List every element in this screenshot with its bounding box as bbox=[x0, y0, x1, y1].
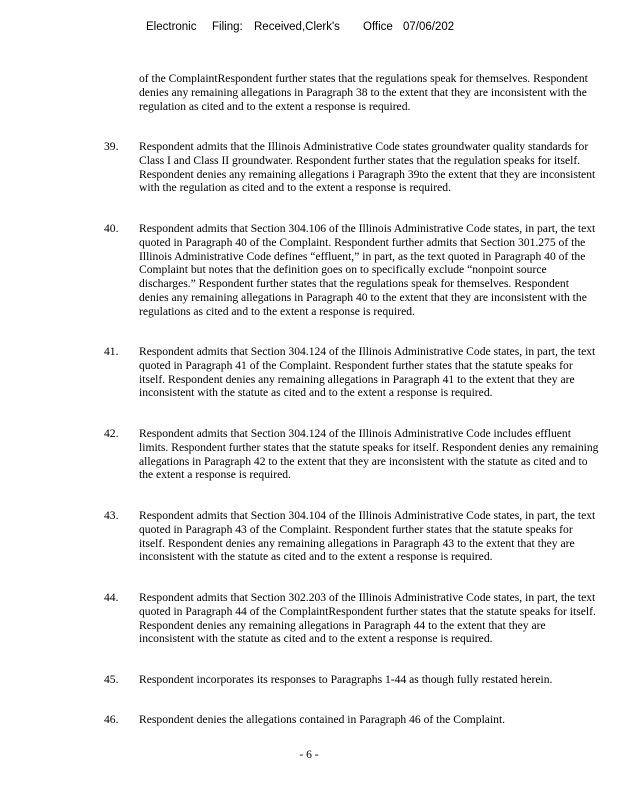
paragraph-number: 44. bbox=[104, 591, 119, 604]
paragraph-text: Respondent admits that the Illinois Administrative Code states groundwater quality standards for Class I and Class II groundwater. Respondent further states that the regulation speaks for itself. Respondent denies any remaining allegations i Paragraph 39to the extent that they are inconsistent with the regulation as cited and to the extent a response is required. bbox=[139, 140, 596, 195]
paragraph-text: Respondent denies the allegations contained in Paragraph 46 of the Complaint. bbox=[139, 713, 506, 726]
paragraph-text: Respondent admits that Section 304.104 of the Illinois Administrative Code states, in part, the text quoted in Paragraph 43 of the Complaint. Respondent further states that the statute speaks for itself. Respondent denies any remaining allegations in Paragraph 43 to the extent that they are inconsistent with the statute as cited and to the extent a response is required. bbox=[139, 509, 596, 564]
page-number: - 6 - bbox=[299, 748, 319, 761]
paragraph-text: Respondent admits that Section 304.106 of the Illinois Administrative Code states, in part, the text quoted in Paragraph 40 of the Complaint. Respondent further admits that Section 301.275 of the Illinois Administrative Code defines “effluent,” in part, as the text quoted in Paragraph 40 of the Complaint but notes that the definition goes on to specifically exclude “nonpoint source discharges.” Respondent further states that the regulations speak for themselves. Respondent denies any remaining allegations in Paragraph 40 to the extent that they are inconsistent with the regulations as cited and to the extent a response is required. bbox=[139, 222, 596, 318]
paragraph-text: Respondent admits that Section 304.124 of the Illinois Administrative Code states, in part, the text quoted in Paragraph 41 of the Complaint. Respondent further states that the statute speaks for itself. Respondent denies any remaining allegations in Paragraph 41 to the extent that they are inconsistent with the statute as cited and to the extent a response is required. bbox=[139, 345, 596, 400]
paragraph-number: 45. bbox=[104, 673, 119, 686]
header-date: 07/06/202 bbox=[403, 21, 455, 33]
continuation-paragraph bbox=[139, 72, 599, 113]
paragraph-45 bbox=[104, 673, 599, 687]
header-filing: Filing: bbox=[212, 21, 243, 33]
paragraph-number: 41. bbox=[104, 345, 119, 358]
paragraph-43 bbox=[104, 509, 599, 564]
paragraph-number: 43. bbox=[104, 509, 119, 522]
paragraph-44 bbox=[104, 591, 599, 646]
paragraph-text: Respondent admits that Section 304.124 of the Illinois Administrative Code includes effluent limits. Respondent further states that the statute speaks for itself. Respondent denies any remaining allegations in Paragraph 42 to the extent that they are inconsistent with the statute as cited and to the extent a response is required. bbox=[139, 427, 599, 482]
paragraph-number: 46. bbox=[104, 713, 119, 726]
header-received: Received,Clerk's bbox=[254, 21, 340, 33]
paragraph-42 bbox=[104, 427, 599, 482]
paragraph-text: Respondent incorporates its responses to Paragraphs 1-44 as though fully restated herein. bbox=[139, 673, 553, 686]
paragraph-39 bbox=[104, 140, 599, 195]
paragraph-41 bbox=[104, 345, 599, 400]
paragraph-text: Respondent admits that Section 302.203 of the Illinois Administrative Code states, in part, the text quoted in Paragraph 44 of the ComplaintRespondent further states that the statute speaks for itself. Respondent denies any remaining allegations in Paragraph 44 to the extent that they are inconsistent with the statute as cited and to the extent a response is required. bbox=[139, 591, 596, 646]
paragraph-number: 39. bbox=[104, 140, 119, 153]
paragraph-40 bbox=[104, 222, 599, 319]
paragraph-text: of the ComplaintRespondent further states that the regulations speak for themselves. Respondent denies any remaining allegations in Paragraph 38 to the extent that they are inconsistent with the regulation as cited and to the extent a response is required. bbox=[139, 72, 588, 113]
header-office: Office bbox=[363, 21, 393, 33]
paragraph-46 bbox=[104, 713, 599, 727]
header-electronic: Electronic bbox=[146, 21, 197, 33]
paragraph-number: 40. bbox=[104, 222, 119, 235]
paragraph-number: 42. bbox=[104, 427, 119, 440]
